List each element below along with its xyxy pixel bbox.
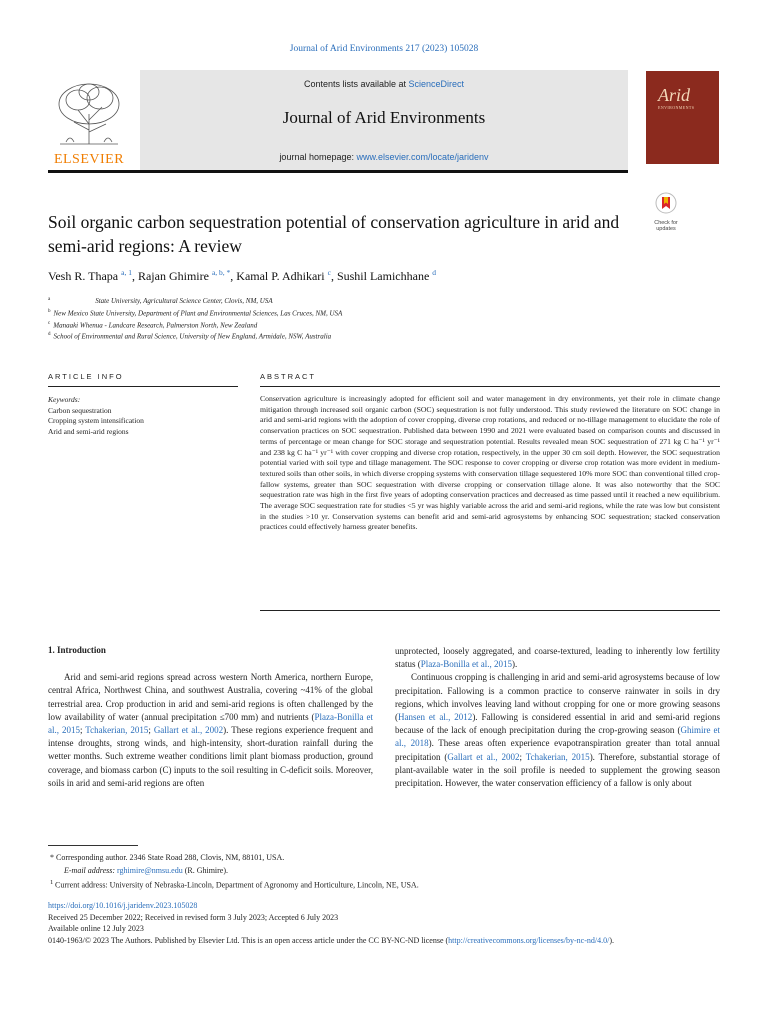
text-run: ). Therefore, substantial storage of plant-available water in the soil profile is needed to supplement the growing season precipitation. However, the water conservation efficiency of a fallow is only about — [395, 751, 720, 789]
publisher-wordmark: ELSEVIER — [53, 152, 125, 167]
affiliation-text: School of Environmental and Rural Science, University of New England, Armidale, NSW, Australia — [53, 332, 332, 341]
sciencedirect-link[interactable]: ScienceDirect — [408, 79, 465, 89]
article-info-heading: ARTICLE INFO — [48, 372, 124, 381]
homepage-prefix: journal homepage: — [279, 152, 357, 162]
citation-link[interactable]: Plaza-Bonilla et al., 2015 — [48, 711, 373, 736]
right-column — [395, 645, 720, 790]
footnote-text: (R. Ghimire). — [182, 865, 229, 875]
email-link[interactable]: rghimire@nmsu.edu — [117, 865, 183, 875]
article-info-rule — [48, 386, 238, 387]
citation-link[interactable]: Hansen et al., 2012 — [398, 712, 473, 723]
citation-link[interactable]: Ghimire et al., 2018 — [395, 725, 720, 749]
text-run: ). These regions experience frequent and intense droughts, strong winds, and high-intensity, short-duration rainfall during the wetter months. Such extreme weather conditions limit plant biomass production, ground coverage, and biomass carbon (C) inputs to the soil resulting in C-deficit soils. Moreover, soils in arid and semi-arid regions are often — [48, 725, 373, 788]
affiliation-text: New Mexico State University, Department of Plant and Environmental Sciences, Las Cruces, NM, USA — [53, 309, 343, 318]
affiliation-item — [48, 330, 708, 342]
author-affil-link[interactable]: c — [327, 268, 331, 277]
license-text: 0140-1963/© 2023 The Authors. Published by Elsevier Ltd. This is an open access article under the CC BY-NC-ND license ( — [48, 935, 449, 945]
article-title: Soil organic carbon sequestration potential of conservation agriculture in arid and semi-arid regions: A review — [48, 212, 620, 256]
affiliation-text: Manaaki Whenua - Landcare Research, Palmerston North, New Zealand — [53, 320, 258, 329]
intro-paragraph — [48, 671, 373, 790]
corresponding-author-note — [50, 852, 710, 865]
masthead — [48, 70, 628, 170]
affiliation-text: State University, Agricultural Science Center, Clovis, NM, USA — [95, 297, 273, 306]
author-affil-link[interactable]: a, b, * — [211, 268, 231, 277]
author-name[interactable]: Rajan Ghimire — [137, 269, 209, 283]
author-name[interactable]: Vesh R. Thapa — [48, 269, 119, 283]
masthead-rule — [48, 170, 628, 173]
text-run: ; — [79, 725, 86, 736]
affiliation-list — [48, 295, 708, 342]
contents-line — [140, 79, 628, 89]
abstract-rule — [260, 386, 720, 387]
contents-prefix: Contents lists available at — [303, 79, 409, 89]
text-run: ). — [511, 659, 518, 670]
footnote-mark: 1 — [50, 879, 55, 886]
current-address-note — [50, 877, 710, 892]
doi-link[interactable]: https://doi.org/10.1016/j.jaridenv.2023.105028 — [48, 901, 198, 910]
keyword-item: Arid and semi-arid regions — [48, 426, 129, 436]
email-label: E-mail address: — [64, 865, 118, 875]
footnote-rule — [48, 845, 138, 846]
citation-link[interactable]: Tchakerian, 2015 — [525, 751, 590, 762]
paragraph-continuation — [395, 645, 720, 671]
asterisk-mark: * — [50, 853, 56, 862]
abstract-text: Conservation agriculture is increasingly adopted for efficient soil and water management in dry environments, yet their role in climate change mitigation through increased soil organic carbon (SOC) sequestration is not fully understood. This study reviewed the literature on SOC change in arid and semi-arid regions with the adoption of cover cropping, diverse crop rotations, and reduced or no-tillage management to elucidate the role of conservation practices on SOC sequestration. Published data between 1990 and 2021 were evaluated based on comparison counts and discussed in terms of percentage or mean change for SOC storage and sequestration potential. Results revealed mean SOC sequestration of 271 kg C ha⁻¹ yr⁻¹ and 238 kg C ha⁻¹ yr⁻¹ with cover cropping and diverse crop rotation, respectively, in the upper 30 cm soil depth. However, the SOC sequestration potential varied with soil type and tillage management. The SOC response to cover cropping or diverse crop rotation was more evident in medium-textured soils than other soils, in which diverse cropping systems with conservation tillage sequestered 10% more SOC than conventional tilled crop-fallow systems, greater than SOC sequestration with diverse cropping or conservation tillage alone. It was also noteworthy that the SOC sequestration rate was high in the first five years of adopting conservation practices and decreased as time passed until it reached a new equilibrium. The average SOC sequestration rate for studies <5 yr was highly variable across the arid and semi-arid regions, while the rate was low but consistent in the studies >10 yr. Conservation systems can benefit arid and semi-arid agrosystems by enhancing SOC sequestration; stacked conservation practices could effectively harness greater benefits. — [260, 394, 720, 532]
citation-link[interactable]: Gallart et al., 2002 — [153, 725, 224, 736]
license-link[interactable]: http://creativecommons.org/licenses/by-nc-nd/4.0/ — [448, 935, 610, 945]
keywords-label: Keywords: — [48, 395, 81, 404]
keywords-block — [48, 395, 228, 437]
text-run: Arid and semi-arid regions spread across western North America, northern Europe, central Africa, Northwest China, and southwest Australia, covering ~41% of the global terrestrial area. Crop production in arid and semi-arid regions is often challenged by the low availability of water (annual precipitation ≤700 mm) and nutrients ( — [48, 672, 373, 722]
text-run: ). These areas often experience evapotranspiration greater than total annual precipitation ( — [395, 738, 720, 762]
abstract-bottom-rule — [260, 610, 720, 611]
online-date: Available online 12 July 2023 — [48, 924, 144, 933]
footnote-text: Corresponding author. 2346 State Road 288, Clovis, NM, 88101, USA. — [56, 853, 285, 862]
check-updates-label: Check for updates — [654, 220, 678, 232]
affiliation-mark: d — [48, 332, 51, 338]
author-name[interactable]: Sushil Lamichhane — [336, 269, 430, 283]
keyword-item: Cropping system intensification — [48, 416, 144, 425]
affiliation-item — [48, 319, 708, 331]
author-list: Vesh R. Thapa $^{a, 1}$, Rajan Ghimire $^{a, b, *}$, Kamal P. Adhikari $^c$, Sushil Lamichhane $^d$ — [48, 268, 437, 283]
license-text: ). — [609, 935, 614, 945]
affiliation-item — [48, 307, 708, 319]
elsevier-tree-icon — [48, 80, 130, 146]
citation-link[interactable]: Tchakerian, 2015 — [85, 725, 149, 736]
journal-homepage-link[interactable]: www.elsevier.com/locate/jaridenv — [356, 152, 489, 162]
email-note — [50, 865, 710, 878]
journal-banner — [140, 70, 628, 170]
affiliation-mark: c — [48, 320, 51, 326]
elsevier-logo[interactable] — [48, 80, 130, 168]
footnote-text: Current address: University of Nebraska-Lincoln, Department of Agronomy and Horticulture, Lincoln, NE, USA. — [55, 880, 419, 890]
abstract-heading: ABSTRACT — [260, 372, 317, 381]
keyword-item: Carbon sequestration — [48, 405, 112, 415]
check-for-updates-badge[interactable] — [648, 192, 684, 232]
affiliation-mark: a — [48, 297, 51, 302]
author-affil-link[interactable]: d — [432, 268, 437, 277]
author-name[interactable]: Kamal P. Adhikari — [236, 269, 325, 283]
intro-heading: 1. Introduction — [48, 645, 106, 655]
affiliation-mark: b — [48, 308, 51, 314]
citation-link[interactable]: Plaza-Bonilla et al., 2015 — [420, 659, 512, 670]
footnotes — [50, 852, 710, 892]
article-meta — [48, 900, 724, 946]
text-run: Continuous cropping is challenging in arid and semi-arid agrosystems because of low precipitation. Fallowing is a common practice to conserve rainwater in soils in dry regions, which involves leaving land without cropping for one or more growing seasons ( — [395, 672, 720, 723]
text-run: ). Fallowing is considered essential in arid and semi-arid regions because of the lack of enough precipitation during the crop-growing season ( — [395, 712, 720, 736]
left-column — [48, 644, 373, 790]
cover-subtitle: ENVIRONMENTS — [658, 105, 695, 110]
text-run: ; — [148, 725, 154, 736]
text-run: unprotected, loosely aggregated, and coarse-textured, leading to inherently low fertility status ( — [395, 646, 720, 670]
body-paragraph — [395, 671, 720, 790]
affiliation-item — [48, 295, 708, 307]
text-run: ; — [519, 751, 526, 762]
journal-citation[interactable]: Journal of Arid Environments 217 (2023) 105028 — [289, 44, 479, 54]
journal-cover-thumbnail[interactable] — [646, 71, 719, 164]
journal-title: Journal of Arid Environments — [282, 108, 486, 127]
cover-title: Arid — [658, 85, 691, 105]
author-affil-link[interactable]: a, 1 — [121, 268, 132, 277]
received-dates: Received 25 December 2022; Received in revised form 3 July 2023; Accepted 6 July 2023 — [48, 912, 339, 922]
license-statement — [48, 935, 724, 947]
citation-link[interactable]: Gallart et al., 2002 — [447, 751, 520, 762]
bookmark-icon — [655, 192, 677, 214]
homepage-line — [140, 152, 628, 162]
